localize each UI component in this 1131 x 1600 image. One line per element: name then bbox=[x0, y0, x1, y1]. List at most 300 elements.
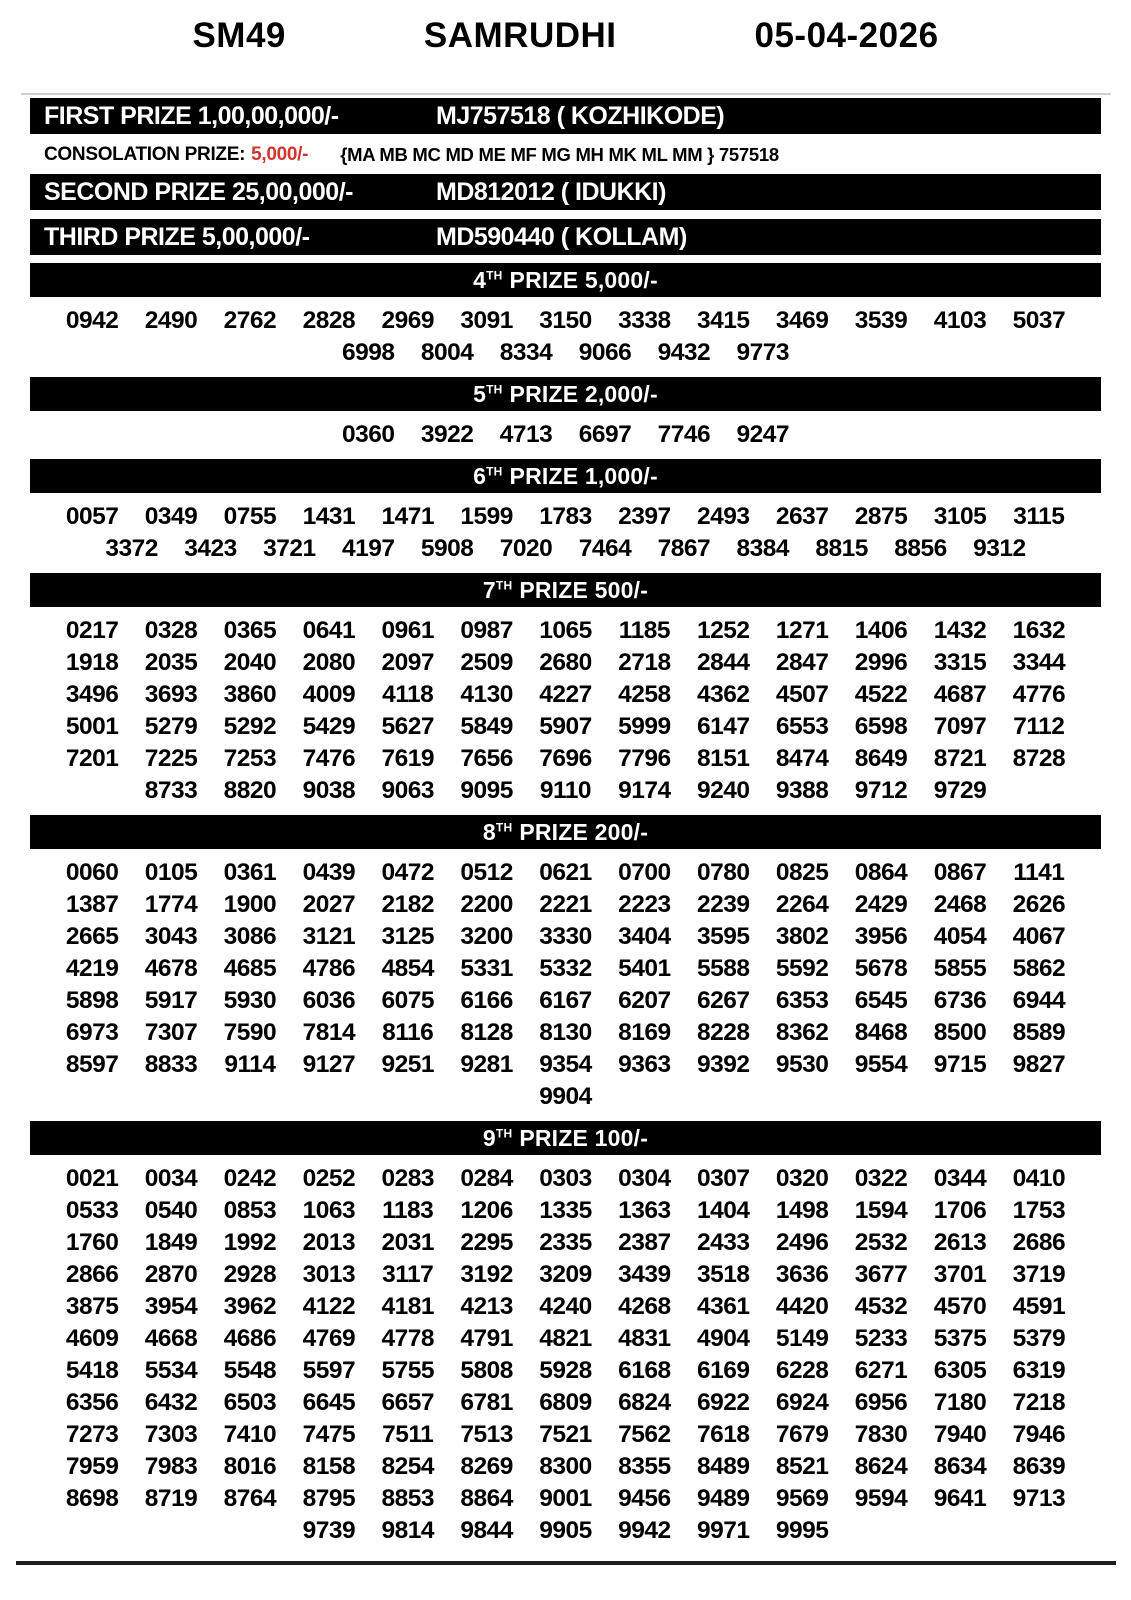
winning-number: 9174 bbox=[618, 777, 671, 804]
winning-number: 1206 bbox=[460, 1197, 513, 1224]
winning-number: 7225 bbox=[144, 745, 198, 772]
winning-number: 9038 bbox=[302, 777, 356, 804]
winning-number: 5849 bbox=[460, 713, 513, 740]
winning-number: 9844 bbox=[460, 1517, 513, 1544]
prize-section-header bbox=[30, 377, 1101, 411]
winning-number: 9354 bbox=[539, 1051, 592, 1078]
winning-number: 2080 bbox=[302, 649, 356, 676]
winning-number: 1183 bbox=[382, 1197, 434, 1224]
winning-number: 2097 bbox=[381, 649, 434, 676]
winning-number: 2031 bbox=[381, 1229, 434, 1256]
winning-number: 6973 bbox=[65, 1019, 119, 1046]
prize-section-4th bbox=[30, 263, 1101, 369]
winning-number: 4776 bbox=[1012, 681, 1066, 708]
winning-number: 6781 bbox=[460, 1389, 513, 1416]
winning-number: 4103 bbox=[933, 307, 987, 334]
winning-number: 0361 bbox=[223, 859, 277, 886]
winning-number: 2387 bbox=[618, 1229, 671, 1256]
winning-number: 7814 bbox=[302, 1019, 356, 1046]
winning-number: 6924 bbox=[775, 1389, 829, 1416]
winning-number: 2866 bbox=[65, 1261, 119, 1288]
winning-number: 4197 bbox=[342, 535, 395, 562]
winning-number: 4067 bbox=[1012, 923, 1066, 950]
winning-number: 0825 bbox=[775, 859, 829, 886]
winning-number: 6922 bbox=[697, 1389, 750, 1416]
winning-number: 3636 bbox=[775, 1261, 829, 1288]
prize-section-title bbox=[483, 577, 648, 604]
winning-number: 7475 bbox=[302, 1421, 356, 1448]
winning-number: 0303 bbox=[539, 1165, 592, 1192]
winning-number: 0060 bbox=[65, 859, 119, 886]
winning-number: 8634 bbox=[933, 1453, 987, 1480]
winning-number: 9127 bbox=[302, 1051, 356, 1078]
winning-number: 0864 bbox=[854, 859, 908, 886]
prize-rank: 4 bbox=[473, 266, 487, 293]
winning-number: 0057 bbox=[65, 503, 119, 530]
winning-number: 7618 bbox=[697, 1421, 750, 1448]
winning-number: 8733 bbox=[144, 777, 198, 804]
winning-number: 4522 bbox=[854, 681, 908, 708]
winning-number: 3043 bbox=[144, 923, 198, 950]
winning-number: 3701 bbox=[933, 1261, 987, 1288]
winning-number: 2847 bbox=[775, 649, 829, 676]
winning-number: 4181 bbox=[381, 1293, 434, 1320]
winning-number: 9712 bbox=[854, 777, 908, 804]
winning-number: 5001 bbox=[65, 713, 119, 740]
winning-number: 4420 bbox=[775, 1293, 829, 1320]
winning-number: 0242 bbox=[223, 1165, 277, 1192]
winning-number: 1900 bbox=[223, 891, 277, 918]
winning-number: 3693 bbox=[144, 681, 198, 708]
winning-number: 7097 bbox=[933, 713, 987, 740]
winning-number: 4786 bbox=[302, 955, 356, 982]
winning-number: 5930 bbox=[223, 987, 277, 1014]
winning-number: 6356 bbox=[65, 1389, 119, 1416]
winning-number: 5292 bbox=[223, 713, 277, 740]
prize-section-9th bbox=[30, 1121, 1101, 1547]
winning-number: 4258 bbox=[618, 681, 671, 708]
winning-number: 8016 bbox=[223, 1453, 277, 1480]
winning-number: 4821 bbox=[539, 1325, 592, 1352]
winning-number: 6036 bbox=[302, 987, 356, 1014]
prize-rank: 8 bbox=[482, 818, 496, 845]
winning-number: 4854 bbox=[381, 955, 434, 982]
winning-number: 4240 bbox=[539, 1293, 592, 1320]
winning-number: 6353 bbox=[775, 987, 829, 1014]
winning-number: 8728 bbox=[1012, 745, 1066, 772]
winning-number: 5862 bbox=[1012, 955, 1066, 982]
winning-number: 8639 bbox=[1012, 1453, 1066, 1480]
winning-number: 0700 bbox=[618, 859, 671, 886]
winning-number: 6809 bbox=[539, 1389, 592, 1416]
winning-number: 2223 bbox=[618, 891, 671, 918]
prize-section-title bbox=[473, 267, 658, 294]
winning-number: 8589 bbox=[1012, 1019, 1066, 1046]
winning-number: 1252 bbox=[697, 617, 750, 644]
winning-number: 1594 bbox=[854, 1197, 908, 1224]
winning-number: 2200 bbox=[460, 891, 513, 918]
winning-number: 7218 bbox=[1012, 1389, 1066, 1416]
winning-number: 8130 bbox=[539, 1019, 592, 1046]
winning-number: 3117 bbox=[382, 1261, 434, 1288]
winning-number: 5627 bbox=[381, 713, 434, 740]
winning-number: 2433 bbox=[697, 1229, 750, 1256]
consolation-amount: 5,000/- bbox=[251, 143, 309, 165]
winning-number: 1185 bbox=[618, 617, 670, 644]
winning-number: 8004 bbox=[420, 339, 474, 366]
winning-number: 5429 bbox=[302, 713, 356, 740]
winning-number: 9904 bbox=[539, 1083, 592, 1110]
winning-number: 3013 bbox=[302, 1261, 356, 1288]
winning-numbers-grid bbox=[53, 419, 1079, 451]
winning-number: 4362 bbox=[697, 681, 750, 708]
winning-number: 3677 bbox=[854, 1261, 908, 1288]
winning-number: 0360 bbox=[342, 421, 395, 448]
winning-number: 4361 bbox=[697, 1293, 750, 1320]
winning-number: 1599 bbox=[460, 503, 513, 530]
winning-number: 1783 bbox=[539, 503, 592, 530]
winning-number: 3115 bbox=[1013, 503, 1065, 530]
winning-number: 6736 bbox=[933, 987, 987, 1014]
consolation-prize-row bbox=[30, 140, 1101, 169]
winning-number: 0284 bbox=[460, 1165, 513, 1192]
winning-number: 4213 bbox=[460, 1293, 513, 1320]
winning-number: 0410 bbox=[1012, 1165, 1066, 1192]
winning-number: 1774 bbox=[144, 891, 198, 918]
winning-number: 5999 bbox=[618, 713, 671, 740]
winning-number: 7303 bbox=[144, 1421, 198, 1448]
winning-number: 4118 bbox=[382, 681, 434, 708]
winning-number: 1632 bbox=[1012, 617, 1066, 644]
winning-number: 8864 bbox=[460, 1485, 513, 1512]
winning-number: 0344 bbox=[933, 1165, 987, 1192]
winning-number: 5534 bbox=[144, 1357, 198, 1384]
winning-number: 2665 bbox=[65, 923, 119, 950]
winning-number: 5755 bbox=[381, 1357, 434, 1384]
winning-number: 0853 bbox=[223, 1197, 277, 1224]
winning-number: 4686 bbox=[223, 1325, 277, 1352]
winning-number: 4685 bbox=[223, 955, 277, 982]
winning-number: 1992 bbox=[223, 1229, 277, 1256]
winning-number: 9554 bbox=[854, 1051, 908, 1078]
winning-number: 3721 bbox=[263, 535, 316, 562]
winning-number: 7562 bbox=[618, 1421, 671, 1448]
consolation-label: CONSOLATION PRIZE: bbox=[44, 143, 246, 165]
winning-number: 6305 bbox=[933, 1357, 987, 1384]
winning-number: 6228 bbox=[775, 1357, 829, 1384]
winning-number: 9312 bbox=[973, 535, 1026, 562]
winning-number: 3415 bbox=[697, 307, 750, 334]
winning-number: 4122 bbox=[302, 1293, 356, 1320]
winning-number: 3860 bbox=[223, 681, 277, 708]
winning-number: 7201 bbox=[65, 745, 119, 772]
winning-number: 0780 bbox=[697, 859, 750, 886]
winning-number: 3518 bbox=[697, 1261, 750, 1288]
winning-number: 8833 bbox=[144, 1051, 198, 1078]
winning-number: 4609 bbox=[65, 1325, 119, 1352]
bottom-divider bbox=[16, 1561, 1116, 1565]
winning-number: 3200 bbox=[460, 923, 513, 950]
winning-number: 6267 bbox=[697, 987, 750, 1014]
winning-number: 2637 bbox=[775, 503, 829, 530]
prize-section-header bbox=[30, 815, 1101, 849]
winning-number: 7679 bbox=[775, 1421, 829, 1448]
winning-number: 3802 bbox=[775, 923, 829, 950]
winning-number: 8128 bbox=[460, 1019, 513, 1046]
winning-number: 3372 bbox=[105, 535, 158, 562]
winning-number: 1471 bbox=[381, 503, 434, 530]
winning-number: 9569 bbox=[775, 1485, 829, 1512]
winning-number: 8169 bbox=[618, 1019, 671, 1046]
winning-number: 9001 bbox=[539, 1485, 592, 1512]
winning-number: 6075 bbox=[381, 987, 434, 1014]
winning-number: 1335 bbox=[539, 1197, 592, 1224]
winning-number: 0320 bbox=[775, 1165, 829, 1192]
winning-number: 8269 bbox=[460, 1453, 513, 1480]
prize-section-6th bbox=[30, 459, 1101, 565]
winning-number: 8815 bbox=[815, 535, 868, 562]
winning-number: 1498 bbox=[775, 1197, 829, 1224]
third-prize-label: THIRD PRIZE 5,00,000/- bbox=[44, 222, 310, 251]
winning-number: 5678 bbox=[854, 955, 908, 982]
winning-number: 7020 bbox=[499, 535, 553, 562]
winning-number: 6147 bbox=[697, 713, 750, 740]
prize-amount-label: PRIZE 1,000/- bbox=[509, 462, 658, 489]
winning-number: 2239 bbox=[697, 891, 750, 918]
winning-number: 8116 bbox=[382, 1019, 434, 1046]
winning-number: 7410 bbox=[223, 1421, 277, 1448]
winning-number: 6998 bbox=[342, 339, 395, 366]
winning-number: 2496 bbox=[775, 1229, 829, 1256]
draw-date: 05-04-2026 bbox=[754, 16, 939, 55]
winning-number: 1918 bbox=[65, 649, 119, 676]
winning-number: 2027 bbox=[302, 891, 356, 918]
winning-number: 0621 bbox=[539, 859, 592, 886]
prize-rank-ordinal: TH bbox=[486, 267, 503, 282]
winning-number: 8521 bbox=[775, 1453, 829, 1480]
winning-numbers-grid bbox=[53, 1163, 1079, 1547]
winning-number: 0283 bbox=[381, 1165, 434, 1192]
winning-number: 0942 bbox=[65, 307, 119, 334]
winning-number: 6944 bbox=[1012, 987, 1066, 1014]
winning-number: 3315 bbox=[933, 649, 987, 676]
winning-number: 1271 bbox=[775, 617, 829, 644]
winning-number: 4130 bbox=[460, 681, 513, 708]
prize-section-title bbox=[473, 463, 658, 490]
winning-number: 5375 bbox=[933, 1325, 987, 1352]
winning-number: 4778 bbox=[381, 1325, 434, 1352]
winning-number: 5331 bbox=[460, 955, 513, 982]
winning-number: 2718 bbox=[618, 649, 671, 676]
winning-number: 3719 bbox=[1012, 1261, 1066, 1288]
winning-number: 9739 bbox=[302, 1517, 356, 1544]
prize-section-title bbox=[483, 819, 648, 846]
winning-number: 8151 bbox=[697, 745, 750, 772]
first-prize-label: FIRST PRIZE 1,00,00,000/- bbox=[44, 101, 339, 130]
winning-number: 7307 bbox=[144, 1019, 198, 1046]
winning-number: 7112 bbox=[1013, 713, 1065, 740]
winning-number: 6167 bbox=[539, 987, 592, 1014]
winning-number: 1760 bbox=[65, 1229, 119, 1256]
winning-number: 0328 bbox=[144, 617, 198, 644]
winning-number: 2969 bbox=[381, 307, 434, 334]
winning-number: 3954 bbox=[144, 1293, 198, 1320]
winning-number: 4009 bbox=[302, 681, 356, 708]
winning-number: 3150 bbox=[539, 307, 592, 334]
winning-number: 2397 bbox=[618, 503, 671, 530]
winning-number: 0472 bbox=[381, 859, 434, 886]
winning-number: 9281 bbox=[460, 1051, 513, 1078]
winning-number: 9063 bbox=[381, 777, 434, 804]
prize-rank: 5 bbox=[473, 380, 487, 407]
prize-section-header bbox=[30, 263, 1101, 297]
winning-number: 8474 bbox=[775, 745, 829, 772]
winning-number: 8334 bbox=[499, 339, 553, 366]
winning-number: 3091 bbox=[460, 307, 513, 334]
winning-number: 4532 bbox=[854, 1293, 908, 1320]
winning-number: 0349 bbox=[144, 503, 198, 530]
winning-number: 9905 bbox=[539, 1517, 592, 1544]
winning-number: 2182 bbox=[381, 891, 434, 918]
winning-number: 7867 bbox=[657, 535, 711, 562]
winning-number: 8362 bbox=[775, 1019, 829, 1046]
winning-number: 8649 bbox=[854, 745, 908, 772]
winning-number: 5808 bbox=[460, 1357, 513, 1384]
prize-section-7th bbox=[30, 573, 1101, 807]
winning-number: 6503 bbox=[223, 1389, 277, 1416]
winning-number: 2875 bbox=[854, 503, 908, 530]
prize-section-header bbox=[30, 573, 1101, 607]
winning-number: 4227 bbox=[539, 681, 592, 708]
lottery-name: SAMRUDHI bbox=[423, 16, 617, 55]
winning-number: 0105 bbox=[144, 859, 198, 886]
winning-number: 3404 bbox=[618, 923, 671, 950]
winning-number: 8719 bbox=[144, 1485, 198, 1512]
winning-number: 2335 bbox=[539, 1229, 592, 1256]
winning-number: 2928 bbox=[223, 1261, 277, 1288]
winning-number: 6166 bbox=[460, 987, 513, 1014]
prize-section-title bbox=[473, 381, 658, 408]
winning-number: 9814 bbox=[381, 1517, 434, 1544]
winning-number: 2490 bbox=[144, 307, 198, 334]
prize-section-header bbox=[30, 1121, 1101, 1155]
winning-number: 1065 bbox=[539, 617, 592, 644]
winning-number: 5279 bbox=[144, 713, 198, 740]
winning-number: 4570 bbox=[933, 1293, 987, 1320]
prize-rank-ordinal: TH bbox=[495, 577, 513, 592]
winning-number: 9456 bbox=[618, 1485, 671, 1512]
winning-number: 2870 bbox=[144, 1261, 198, 1288]
winning-number: 7940 bbox=[933, 1421, 987, 1448]
winning-number: 1849 bbox=[144, 1229, 198, 1256]
winning-number: 4268 bbox=[618, 1293, 671, 1320]
prize-rank: 9 bbox=[482, 1124, 496, 1151]
winning-number: 8795 bbox=[302, 1485, 356, 1512]
winning-number: 4831 bbox=[618, 1325, 671, 1352]
winning-number: 8853 bbox=[381, 1485, 434, 1512]
winning-number: 9489 bbox=[697, 1485, 750, 1512]
winning-number: 3439 bbox=[618, 1261, 671, 1288]
winning-number: 4678 bbox=[144, 955, 198, 982]
winning-number: 5908 bbox=[420, 535, 474, 562]
top-divider bbox=[21, 93, 1111, 95]
winning-number: 3209 bbox=[539, 1261, 592, 1288]
winning-number: 5898 bbox=[65, 987, 119, 1014]
winning-number: 8228 bbox=[697, 1019, 750, 1046]
winning-number: 7619 bbox=[381, 745, 434, 772]
winning-number: 6824 bbox=[618, 1389, 671, 1416]
winning-number: 1753 bbox=[1012, 1197, 1066, 1224]
prize-amount-label: PRIZE 200/- bbox=[519, 818, 649, 845]
prize-amount-label: PRIZE 500/- bbox=[519, 576, 649, 603]
winning-number: 3121 bbox=[302, 923, 356, 950]
second-prize-bar bbox=[30, 174, 1101, 210]
winning-number: 9995 bbox=[775, 1517, 829, 1544]
winning-numbers-grid bbox=[53, 615, 1079, 807]
winning-number: 4054 bbox=[933, 923, 987, 950]
winning-number: 2493 bbox=[697, 503, 750, 530]
winning-number: 0961 bbox=[381, 617, 434, 644]
winning-number: 2221 bbox=[539, 891, 592, 918]
winning-number: 7180 bbox=[933, 1389, 987, 1416]
winning-number: 4668 bbox=[144, 1325, 198, 1352]
winning-number: 0304 bbox=[618, 1165, 671, 1192]
winning-number: 5855 bbox=[933, 955, 987, 982]
winning-number: 8158 bbox=[302, 1453, 356, 1480]
winning-number: 4507 bbox=[775, 681, 829, 708]
winning-number: 1406 bbox=[854, 617, 908, 644]
winning-number: 9066 bbox=[578, 339, 632, 366]
winning-number: 2532 bbox=[854, 1229, 908, 1256]
winning-number: 7590 bbox=[223, 1019, 277, 1046]
winning-number: 5418 bbox=[65, 1357, 119, 1384]
winning-number: 6168 bbox=[618, 1357, 671, 1384]
winning-number: 1404 bbox=[697, 1197, 750, 1224]
prize-section-8th bbox=[30, 815, 1101, 1113]
first-prize-bar bbox=[30, 98, 1101, 134]
winning-number: 9942 bbox=[618, 1517, 671, 1544]
winning-number: 6553 bbox=[775, 713, 829, 740]
winning-number: 0867 bbox=[933, 859, 987, 886]
winning-number: 4769 bbox=[302, 1325, 356, 1352]
winning-number: 1363 bbox=[618, 1197, 671, 1224]
winning-number: 2264 bbox=[775, 891, 829, 918]
winning-number: 3344 bbox=[1012, 649, 1066, 676]
winning-number: 9095 bbox=[460, 777, 513, 804]
winning-number: 2013 bbox=[302, 1229, 356, 1256]
winning-number: 2035 bbox=[144, 649, 198, 676]
winning-number: 9715 bbox=[933, 1051, 987, 1078]
winning-number: 3922 bbox=[420, 421, 474, 448]
winning-number: 8698 bbox=[65, 1485, 119, 1512]
second-prize-label: SECOND PRIZE 25,00,000/- bbox=[44, 177, 353, 206]
winning-number: 2828 bbox=[302, 307, 356, 334]
winning-number: 9110 bbox=[539, 777, 592, 804]
winning-number: 6319 bbox=[1012, 1357, 1066, 1384]
winning-number: 9251 bbox=[381, 1051, 434, 1078]
winning-number: 8820 bbox=[223, 777, 277, 804]
winning-number: 6598 bbox=[854, 713, 908, 740]
winning-number: 5037 bbox=[1012, 307, 1066, 334]
first-prize-winner: MJ757518 ( KOZHIKODE) bbox=[436, 101, 725, 130]
prize-sections bbox=[30, 263, 1101, 1547]
winning-number: 9247 bbox=[736, 421, 789, 448]
prize-amount-label: PRIZE 100/- bbox=[519, 1124, 649, 1151]
winning-number: 6956 bbox=[854, 1389, 908, 1416]
prize-rank-ordinal: TH bbox=[495, 1125, 513, 1140]
winning-number: 3086 bbox=[223, 923, 277, 950]
winning-number: 7696 bbox=[539, 745, 592, 772]
